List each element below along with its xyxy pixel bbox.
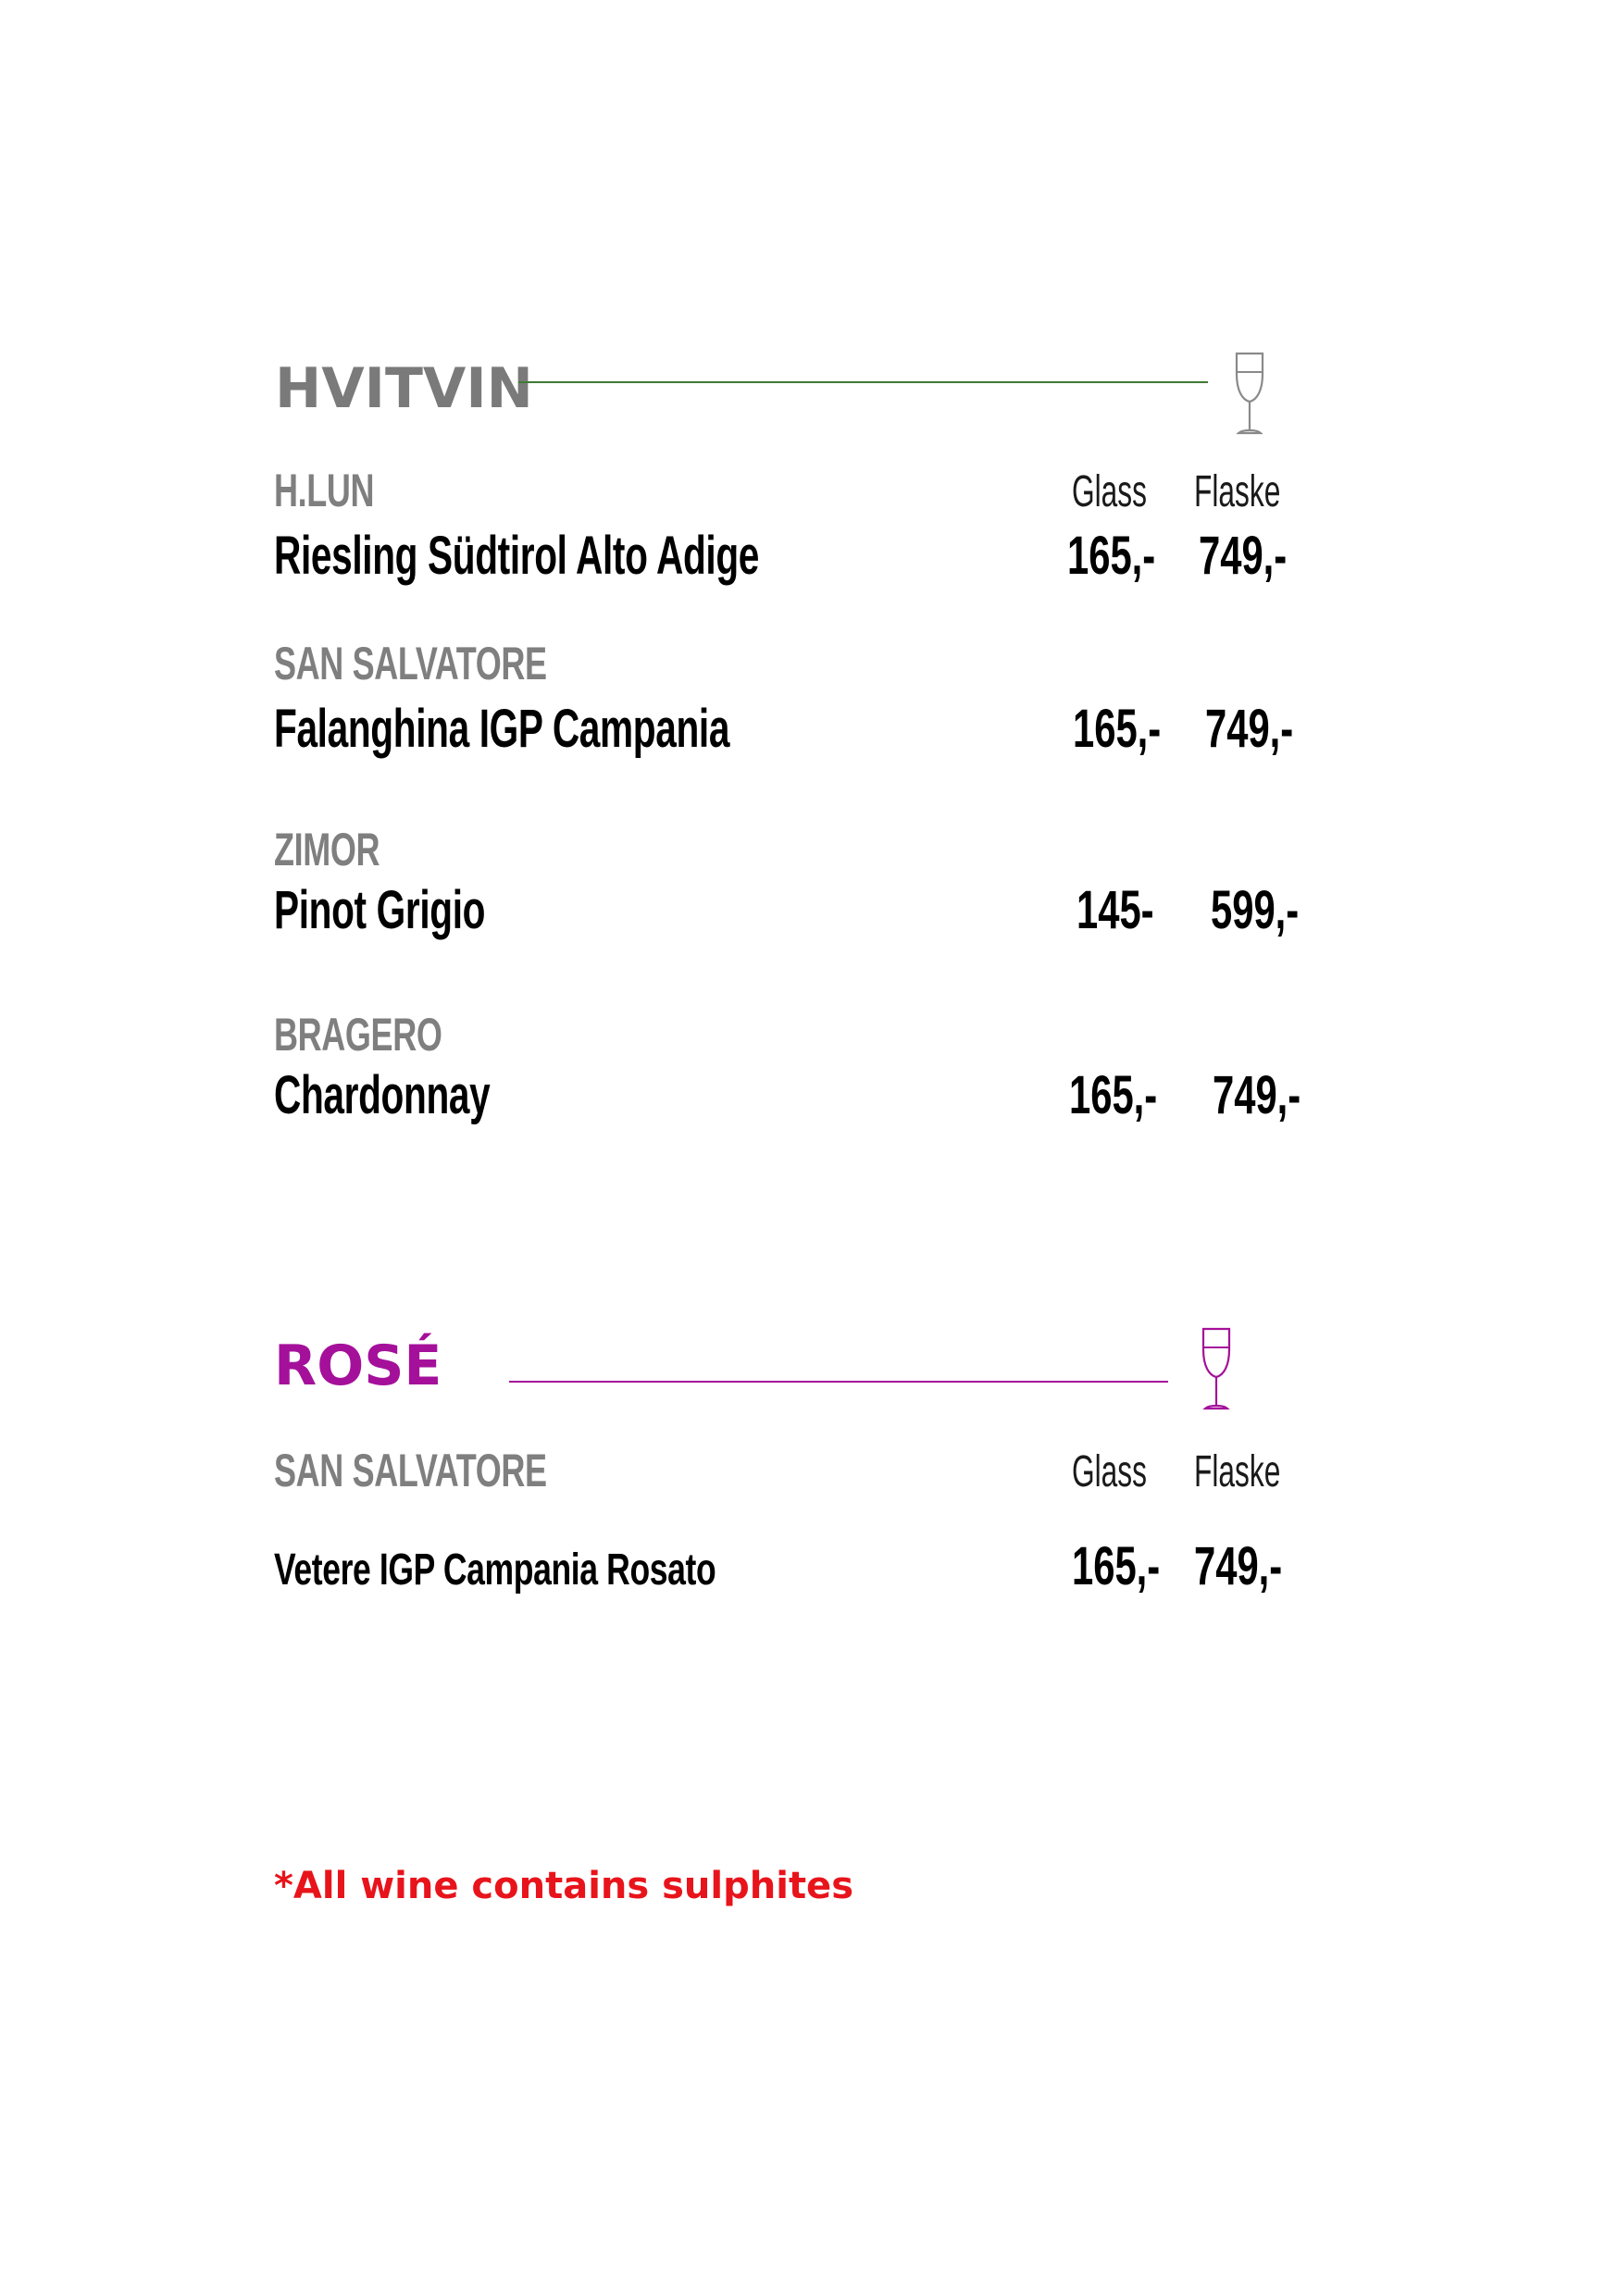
wine-name: Chardonnay: [274, 1065, 491, 1125]
bottle-price: 749,-: [1194, 1536, 1283, 1596]
section-divider-rose: [509, 1381, 1168, 1383]
producer-name: BRAGERO: [274, 1009, 442, 1061]
bottle-price: 749,-: [1205, 699, 1294, 759]
glass-price: 145-: [1077, 880, 1154, 940]
column-header-flaske: Flaske: [1194, 467, 1281, 516]
producer-name: ZIMOR: [274, 824, 380, 875]
wine-name: Falanghina IGP Campania: [274, 699, 730, 759]
section-title-hvitvin: HVITVIN: [275, 356, 533, 421]
section-divider-hvitvin: [518, 381, 1208, 383]
glass-price: 165,-: [1069, 1065, 1158, 1125]
section-title-rose: ROSÉ: [274, 1334, 442, 1398]
column-header-glass: Glass: [1072, 467, 1147, 516]
wine-name: Vetere IGP Campania Rosato: [274, 1545, 716, 1595]
wine-glass-icon: [1198, 1327, 1235, 1412]
wine-name: Pinot Grigio: [274, 880, 486, 940]
producer-name: SAN SALVATORE: [274, 638, 547, 689]
producer-name: SAN SALVATORE: [274, 1445, 547, 1496]
bottle-price: 749,-: [1199, 526, 1288, 586]
bottle-price: 749,-: [1213, 1065, 1301, 1125]
producer-name: H.LUN: [274, 465, 375, 516]
sulphites-footnote: *All wine contains sulphites: [274, 1865, 853, 1907]
glass-price: 165,-: [1067, 526, 1156, 586]
wine-name: Riesling Südtirol Alto Adige: [274, 526, 760, 586]
column-header-glass: Glass: [1072, 1447, 1147, 1496]
column-header-flaske: Flaske: [1194, 1447, 1281, 1496]
bottle-price: 599,-: [1211, 880, 1300, 940]
glass-price: 165,-: [1072, 1536, 1161, 1596]
glass-price: 165,-: [1073, 699, 1162, 759]
wine-glass-icon: [1231, 352, 1268, 437]
